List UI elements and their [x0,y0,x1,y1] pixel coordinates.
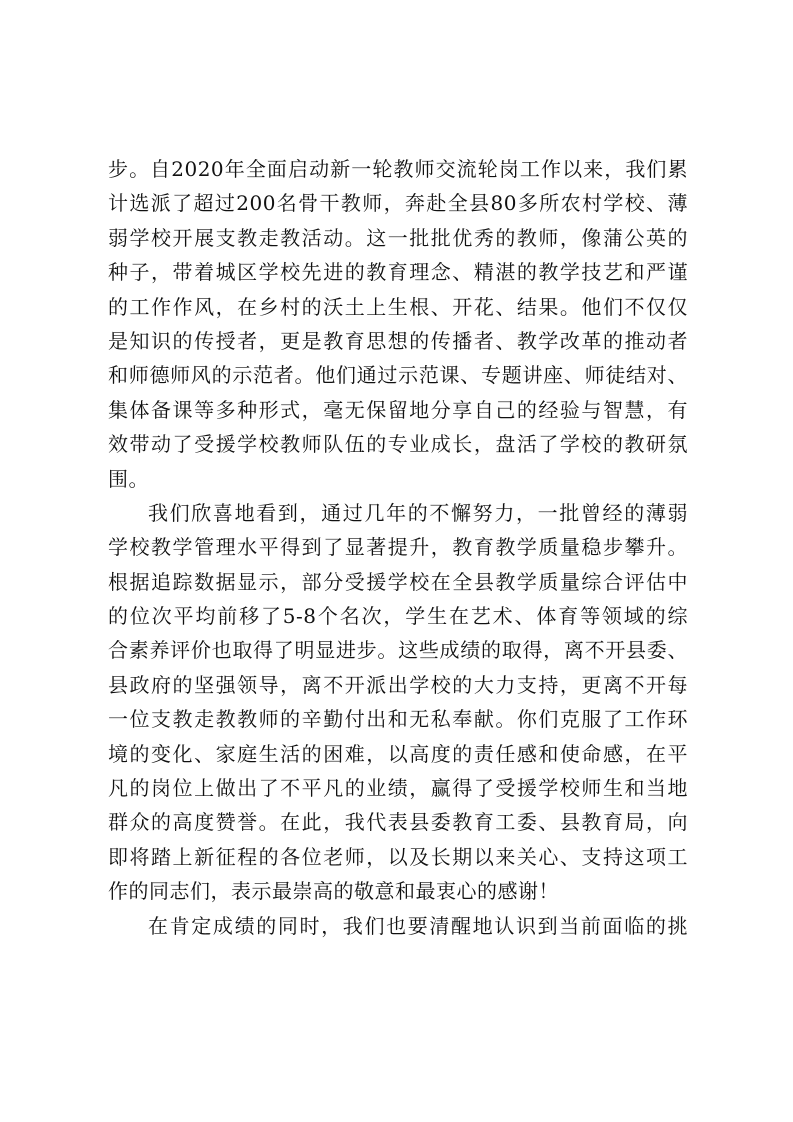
text-line: 作的同志们，表示最崇高的敬意和最衷心的感谢！ [108,879,559,904]
text-line: 是知识的传授者，更是教育思想的传播者、教学改革的推动者 [108,328,688,353]
text-line: 即将踏上新征程的各位老师，以及长期以来关心、支持这项工 [108,844,688,869]
text-line: 群众的高度赞誉。在此，我代表县委教育工委、县教育局，向 [108,810,688,835]
text-line: 合素养评价也取得了明显进步。这些成绩的取得，离不开县委、 [108,638,688,663]
paragraph-1 [108,152,688,496]
text-line: 在肯定成绩的同时，我们也要清醒地认识到当前面临的挑 [148,913,688,938]
text-line: 一位支教走教教师的辛勤付出和无私奉献。你们克服了工作环 [108,707,688,732]
text-line: 凡的岗位上做出了不平凡的业绩，赢得了受援学校师生和当地 [108,776,688,801]
text-line: 学校教学管理水平得到了显著提升，教育教学质量稳步攀升。 [108,535,688,560]
text-line: 效带动了受援学校教师队伍的专业成长，盘活了学校的教研氛 [108,432,688,457]
text-line: 我们欣喜地看到，通过几年的不懈努力，一批曾经的薄弱 [148,500,688,525]
text-line: 集体备课等多种形式，毫无保留地分享自己的经验与智慧，有 [108,397,688,422]
text-line: 根据追踪数据显示，部分受援学校在全县教学质量综合评估中 [108,569,688,594]
text-line: 种子，带着城区学校先进的教育理念、精湛的教学技艺和严谨 [108,260,688,285]
text-line: 境的变化、家庭生活的困难，以高度的责任感和使命感，在平 [108,741,688,766]
paragraph-2 [108,496,688,909]
text-line: 弱学校开展支教走教活动。这一批批优秀的教师，像蒲公英的 [108,225,688,250]
text-line: 的工作作风，在乡村的沃土上生根、开花、结果。他们不仅仅 [108,294,688,319]
text-line: 县政府的坚强领导，离不开派出学校的大力支持，更离不开每 [108,672,688,697]
text-line: 和师德师风的示范者。他们通过示范课、专题讲座、师徒结对、 [108,363,688,388]
text-line: 围。 [108,466,149,491]
text-line: 步。自2020年全面启动新一轮教师交流轮岗工作以来，我们累 [108,157,688,181]
paragraph-3 [108,909,688,943]
text-line: 的位次平均前移了5-8个名次，学生在艺术、体育等领域的综 [108,604,688,629]
text-line: 计选派了超过200名骨干教师，奔赴全县80多所农村学校、薄 [108,191,688,216]
body-text [108,152,688,943]
